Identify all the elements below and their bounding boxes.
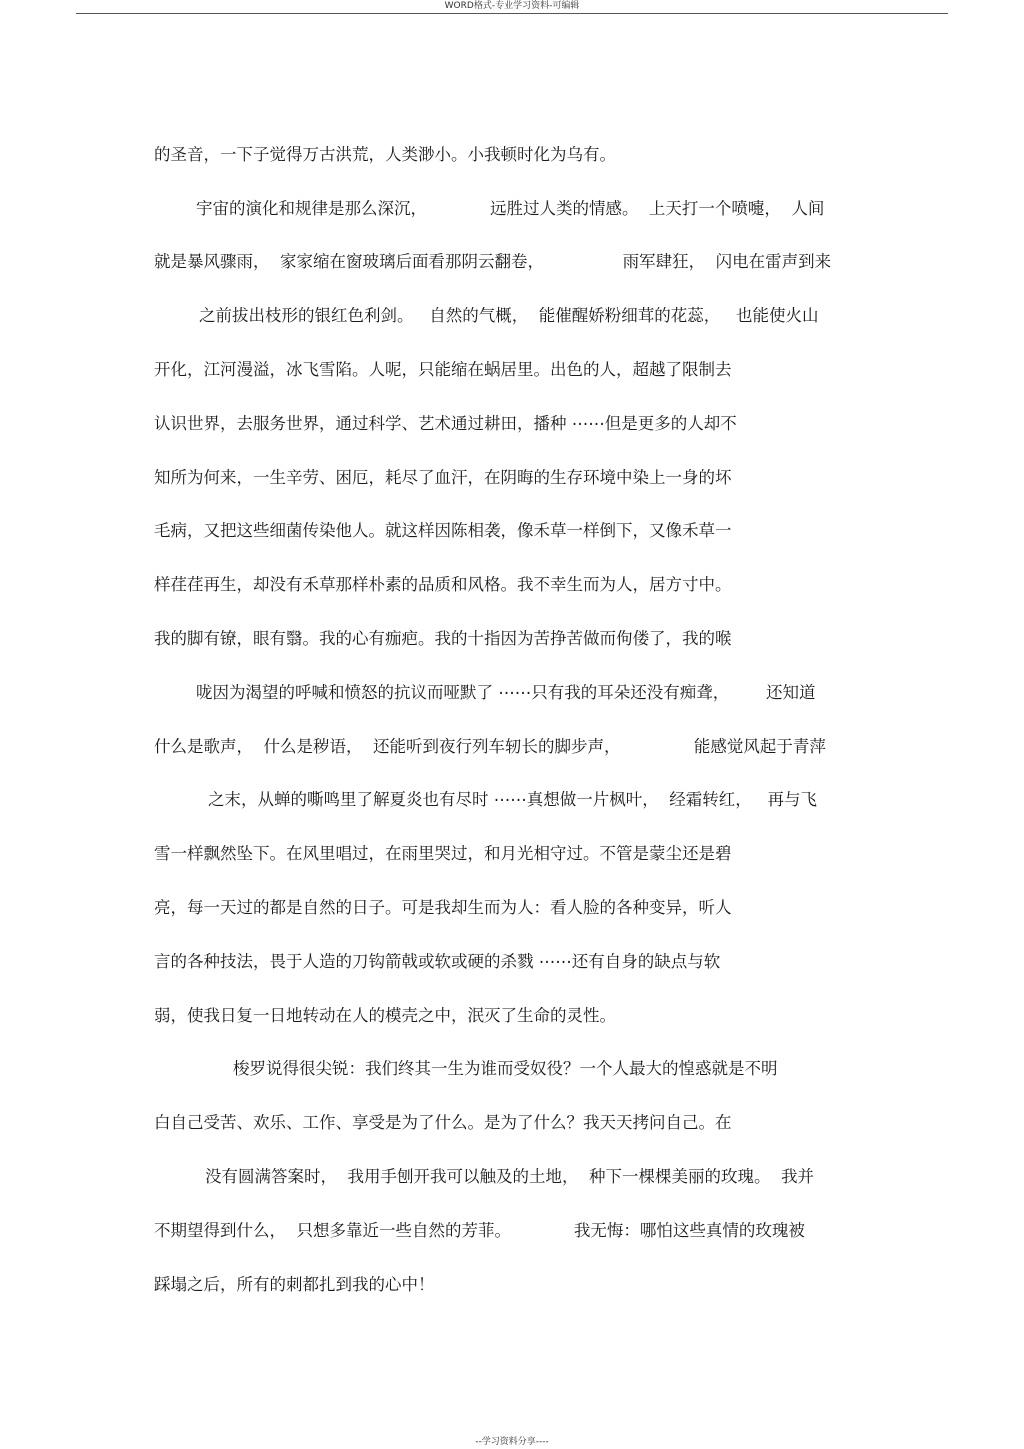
page-footer: --学习资料分享---- xyxy=(475,1437,549,1447)
text-line: 没有圆满答案时， 我用手刨开我可以触及的土地， 种下一棵棵美丽的玫瑰。 我并 xyxy=(205,1167,814,1186)
text-line: 就是暴风骤雨， 家家缩在窗玻璃后面看那阴云翻卷， 雨军肆狂， 闪电在雷声到来 xyxy=(154,252,832,271)
text-line: 毛病，又把这些细菌传染他人。就这样因陈相袭，像禾草一样倒下，又像禾草一 xyxy=(154,521,732,540)
text-line: 踩塌之后，所有的刺都扎到我的心中！ xyxy=(154,1275,435,1294)
text-line: 样荏荏再生，却没有禾草那样朴素的品质和风格。我不幸生而为人，居方寸中。 xyxy=(154,575,732,594)
text-line: 梭罗说得很尖锐：我们终其一生为谁而受奴役？一个人最大的惶惑就是不明 xyxy=(233,1059,778,1078)
text-line: 宇宙的演化和规律是那么深沉， 远胜过人类的情感。 上天打一个喷嚏， 人间 xyxy=(196,199,825,218)
text-line: 弱，使我日复一日地转动在人的模壳之中，泯灭了生命的灵性。 xyxy=(154,1006,616,1025)
text-line: 之前拔出枝形的银红色利剑。 自然的气概， 能催醒娇粉细茸的花蕊， 也能使火山 xyxy=(199,306,819,325)
text-line: 不期望得到什么， 只想多靠近一些自然的芳菲。 我无悔：哪怕这些真情的玫瑰被 xyxy=(154,1221,805,1240)
text-line: 雪一样飘然坠下。在风里唱过，在雨里哭过，和月光相守过。不管是蒙尘还是碧 xyxy=(154,844,732,863)
header-divider xyxy=(76,13,948,14)
text-line: 什么是歌声， 什么是秽语， 还能听到夜行列车轫长的脚步声， 能感觉风起于青萍 xyxy=(154,737,826,756)
text-line: 知所为何来，一生辛劳、困厄，耗尽了血汗，在阴晦的生存环境中染上一身的坏 xyxy=(154,468,732,487)
text-line: 开化，江河漫溢，冰飞雪陷。人呢，只能缩在蜗居里。出色的人，超越了限制去 xyxy=(154,360,732,379)
text-line: 我的脚有镣，眼有翳。我的心有痂疤。我的十指因为苦挣苦做而佝偻了，我的喉 xyxy=(154,629,732,648)
text-line: 白自己受苦、欢乐、工作、享受是为了什么。是为了什么？我天天拷问自己。在 xyxy=(154,1113,732,1132)
text-line: 咙因为渴望的呼喊和愤怒的抗议而哑默了 ⋯⋯只有我的耳朵还没有痴聋， 还知道 xyxy=(196,683,816,702)
text-line: 言的各种技法，畏于人造的刀钩箭戟或软或硬的杀戮 ⋯⋯还有自身的缺点与软 xyxy=(154,952,721,971)
page-header: WORD格式-专业学习资料-可编辑 xyxy=(444,1,580,11)
text-line: 的圣音，一下子觉得万古洪荒，人类渺小。小我顿时化为乌有。 xyxy=(154,145,616,164)
text-line: 亮，每一天过的都是自然的日子。可是我却生而为人：看人脸的各种变异，听人 xyxy=(154,898,732,917)
text-line: 之末，从蝉的嘶鸣里了解夏炎也有尽时 ⋯⋯真想做一片枫叶， 经霜转红， 再与飞 xyxy=(208,790,817,809)
text-line: 认识世界，去服务世界，通过科学、艺术通过耕田，播种 ⋯⋯但是更多的人却不 xyxy=(154,414,737,433)
